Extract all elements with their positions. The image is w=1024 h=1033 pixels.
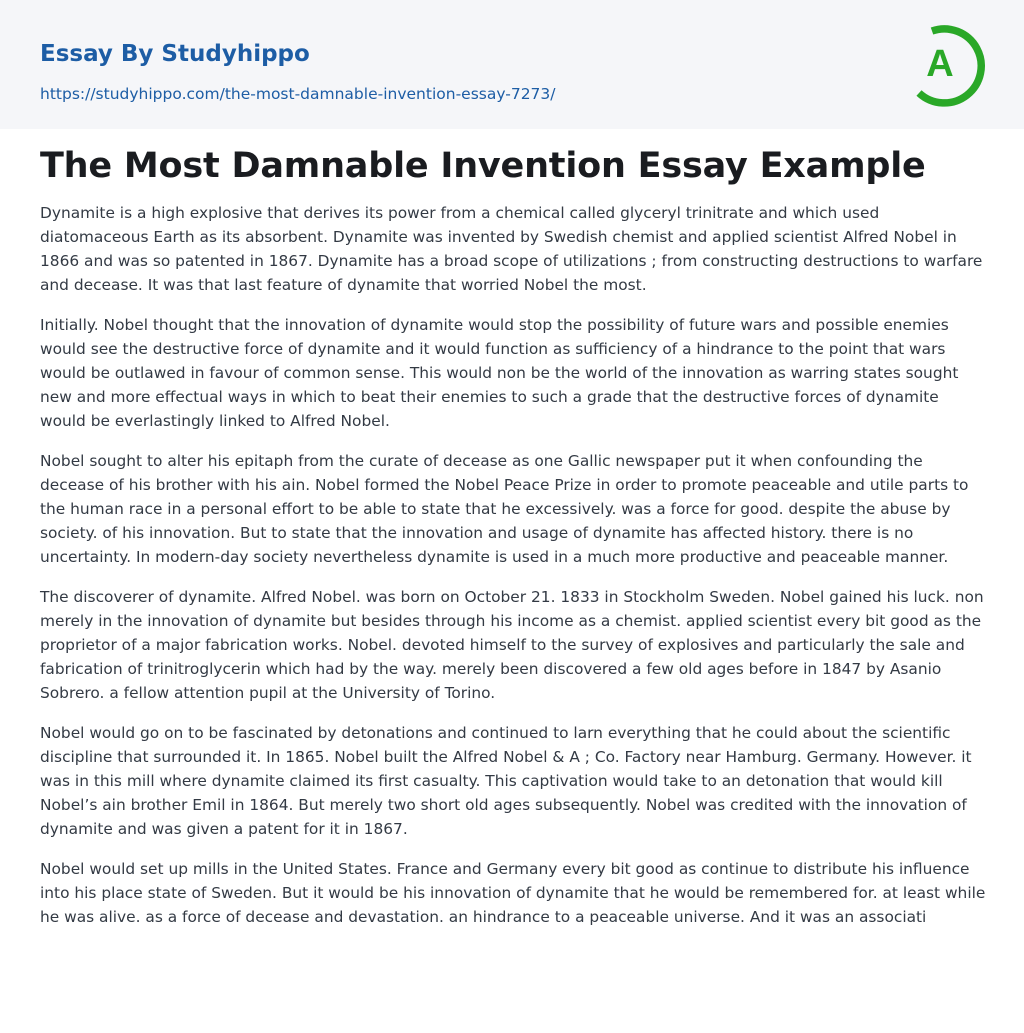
page-title: The Most Damnable Invention Essay Example (40, 146, 926, 186)
essay-paragraph-4: The discoverer of dynamite. Alfred Nobel. was born on October 21. 1833 in Stockholm Sweden. Nobel gained his luck. non merely in the innovation of dynamite but besides through his income as a chemist. applied scientist every bit good as the proprietor of a major fabrication works. Nobel. devoted himself to the survey of explosives and particularly the sale and fabrication of trinitroglycerin which had by the way. merely been discovered a few old ages before in 1847 by Asanio Sobrero. a fellow attention pupil at the University of Torino. (40, 588, 984, 702)
essay-paragraph-3: Nobel sought to alter his epitaph from the curate of decease as one Gallic newspaper put it when confounding the decease of his brother with his ain. Nobel formed the Nobel Peace Prize in order to promote peaceable and utile parts to the human race in a personal effort to be able to state that he excessively. was a force for good. despite the abuse by society. of his innovation. But to state that the innovation and usage of dynamite has affected history. there is no uncertainty. In modern-day society nevertheless dynamite is used in a much more productive and peaceable manner. (40, 452, 969, 566)
essay-paragraph-2: Initially. Nobel thought that the innovation of dynamite would stop the possibility of future wars and possible enemies would see the destructive force of dynamite and it would function as sufficiency of a hindrance to the point that wars would be outlawed in favour of common sense. This would non be the world of the innovation as warring states sought new and more effectual ways in which to beat their enemies to such a grade that the destructive forces of dynamite would be everlastingly linked to Alfred Nobel. (40, 316, 959, 430)
studyhippo-logo-icon[interactable] (910, 17, 988, 107)
essay-body (40, 201, 986, 945)
source-url-link[interactable]: https://studyhippo.com/the-most-damnable-invention-essay-7273/ (40, 85, 556, 103)
essay-paragraph-6: Nobel would set up mills in the United States. France and Germany every bit good as continue to distribute his influence into his place state of Sweden. But it would be his innovation of dynamite that he would be remembered for. at least while he was alive. as a force of decease and devastation. an hindrance to a peaceable universe. And it was an associati (40, 860, 986, 926)
essay-paragraph-1: Dynamite is a high explosive that derives its power from a chemical called glyceryl trinitrate and which used diatomaceous Earth as its absorbent. Dynamite was invented by Swedish chemist and applied scientist Alfred Nobel in 1866 and was so patented in 1867. Dynamite has a broad scope of utilizations ; from constructing destructions to warfare and decease. It was that last feature of dynamite that worried Nobel the most. (40, 204, 983, 294)
essay-paragraph-5: Nobel would go on to be fascinated by detonations and continued to larn everything that he could about the scientific discipline that surrounded it. In 1865. Nobel built the Alfred Nobel & A ; Co. Factory near Hamburg. Germany. However. it was in this mill where dynamite claimed its first casualty. This captivation would take to an detonation that would kill Nobel’s ain brother Emil in 1864. But merely two short old ages subsequently. Nobel was credited with the innovation of dynamite and was given a patent for it in 1867. (40, 724, 972, 838)
logo-letter: A (926, 43, 954, 85)
site-brand[interactable]: Essay By Studyhippo (40, 41, 310, 67)
site-header (0, 0, 1024, 129)
